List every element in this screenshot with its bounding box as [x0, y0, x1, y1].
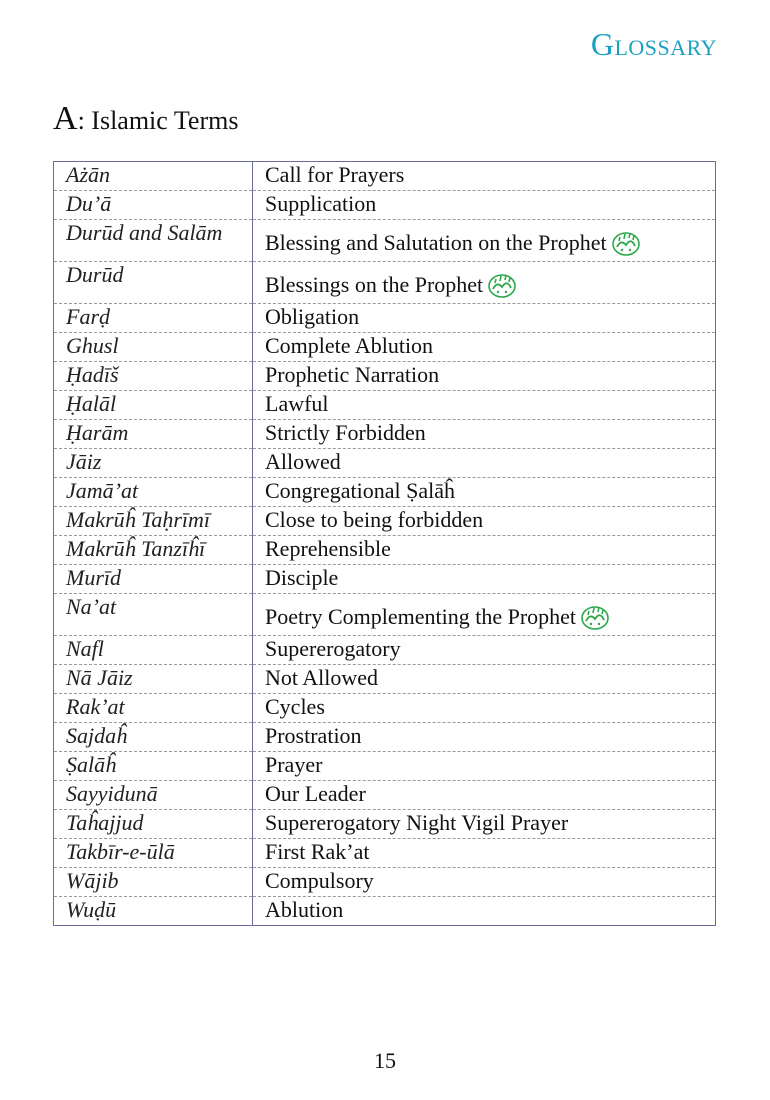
- glossary-meaning: Congregational Ṣalāĥ: [265, 478, 456, 503]
- glossary-row: [54, 391, 716, 420]
- page-number: 15: [374, 1048, 396, 1073]
- glossary-term: Murīd: [54, 565, 253, 594]
- glossary-meaning-cell: [253, 420, 716, 449]
- glossary-term: Sajdaĥ: [54, 723, 253, 752]
- glossary-meaning: First Rak’at: [265, 839, 370, 864]
- glossary-term: Ghusl: [54, 333, 253, 362]
- glossary-row: [54, 594, 716, 636]
- glossary-row: [54, 723, 716, 752]
- glossary-meaning-cell: [253, 565, 716, 594]
- glossary-meaning-cell: [253, 723, 716, 752]
- glossary-term: Nafl: [54, 636, 253, 665]
- glossary-meaning: Obligation: [265, 304, 360, 329]
- glossary-meaning-cell: [253, 868, 716, 897]
- glossary-term: Du’ā: [54, 191, 253, 220]
- glossary-meaning: Close to being forbidden: [265, 507, 484, 532]
- glossary-meaning: Lawful: [265, 391, 329, 416]
- glossary-meaning: Prayer: [265, 752, 323, 777]
- glossary-row: [54, 694, 716, 723]
- glossary-meaning-cell: [253, 536, 716, 565]
- glossary-row: [54, 636, 716, 665]
- glossary-meaning: Our Leader: [265, 781, 366, 806]
- glossary-meaning: Prophetic Narration: [265, 362, 440, 387]
- glossary-meaning: Blessing and Salutation on the Prophet: [265, 230, 607, 256]
- glossary-row: [54, 665, 716, 694]
- glossary-meaning-cell: [253, 220, 716, 262]
- section-heading: [53, 100, 238, 138]
- glossary-row: [54, 478, 716, 507]
- glossary-meaning-cell: [253, 507, 716, 536]
- glossary-row: [54, 839, 716, 868]
- glossary-row: [54, 420, 716, 449]
- glossary-term: Ṣalāĥ: [54, 752, 253, 781]
- glossary-row: [54, 362, 716, 391]
- glossary-meaning-cell: [253, 304, 716, 333]
- glossary-row: [54, 507, 716, 536]
- glossary-term: Farḍ: [54, 304, 253, 333]
- glossary-row: [54, 262, 716, 304]
- section-letter: A: [53, 100, 78, 137]
- glossary-term: Ażān: [54, 162, 253, 191]
- glossary-table: [53, 161, 716, 926]
- glossary-meaning: Compulsory: [265, 868, 374, 893]
- glossary-term: Durūd and Salām: [54, 220, 253, 262]
- glossary-meaning: Strictly Forbidden: [265, 420, 426, 445]
- glossary-row: [54, 162, 716, 191]
- glossary-row: [54, 191, 716, 220]
- glossary-meaning-cell: [253, 694, 716, 723]
- glossary-meaning-cell: [253, 752, 716, 781]
- glossary-meaning: Reprehensible: [265, 536, 391, 561]
- glossary-meaning: Supererogatory: [265, 636, 401, 661]
- glossary-meaning-cell: [253, 810, 716, 839]
- salawat-seal-icon: [580, 603, 610, 631]
- glossary-term: Wuḍū: [54, 897, 253, 926]
- glossary-term: Ḥadīš: [54, 362, 253, 391]
- glossary-row: [54, 781, 716, 810]
- glossary-meaning-cell: [253, 162, 716, 191]
- glossary-term: Taĥajjud: [54, 810, 253, 839]
- glossary-row: [54, 333, 716, 362]
- glossary-meaning: Allowed: [265, 449, 341, 474]
- glossary-table-body: [54, 162, 716, 926]
- glossary-meaning: Disciple: [265, 565, 339, 590]
- glossary-row: [54, 536, 716, 565]
- glossary-meaning-cell: [253, 191, 716, 220]
- glossary-meaning-cell: [253, 897, 716, 926]
- running-header-title: Glossary: [590, 26, 717, 62]
- glossary-meaning: Blessings on the Prophet: [265, 272, 484, 298]
- glossary-meaning: Prostration: [265, 723, 362, 748]
- glossary-meaning-cell: [253, 262, 716, 304]
- glossary-meaning-cell: [253, 594, 716, 636]
- glossary-meaning: Complete Ablution: [265, 333, 434, 358]
- glossary-term: Makrūĥ Taḥrīmī: [54, 507, 253, 536]
- glossary-meaning: Supererogatory Night Vigil Prayer: [265, 810, 569, 835]
- glossary-row: [54, 220, 716, 262]
- glossary-meaning: Supplication: [265, 191, 377, 216]
- glossary-meaning-cell: [253, 333, 716, 362]
- glossary-term: Jamā’at: [54, 478, 253, 507]
- glossary-term: Makrūĥ Tanzīĥī: [54, 536, 253, 565]
- glossary-meaning-cell: [253, 449, 716, 478]
- glossary-meaning: Cycles: [265, 694, 325, 719]
- glossary-row: [54, 565, 716, 594]
- glossary-meaning-cell: [253, 636, 716, 665]
- salawat-seal-icon: [611, 229, 641, 257]
- glossary-term: Nā Jāiz: [54, 665, 253, 694]
- salawat-seal-icon: [487, 271, 517, 299]
- glossary-meaning: Ablution: [265, 897, 344, 922]
- glossary-meaning-cell: [253, 478, 716, 507]
- glossary-row: [54, 752, 716, 781]
- section-title-text: : Islamic Terms: [77, 106, 239, 135]
- glossary-meaning: Call for Prayers: [265, 162, 405, 187]
- glossary-meaning-cell: [253, 665, 716, 694]
- glossary-term: Wājib: [54, 868, 253, 897]
- glossary-row: [54, 449, 716, 478]
- glossary-meaning-cell: [253, 839, 716, 868]
- glossary-meaning-cell: [253, 781, 716, 810]
- glossary-term: Jāiz: [54, 449, 253, 478]
- glossary-row: [54, 304, 716, 333]
- glossary-meaning: Not Allowed: [265, 665, 379, 690]
- glossary-term: Durūd: [54, 262, 253, 304]
- glossary-term: Na’at: [54, 594, 253, 636]
- glossary-term: Ḥalāl: [54, 391, 253, 420]
- glossary-meaning: Poetry Complementing the Prophet: [265, 604, 577, 630]
- glossary-term: Takbīr-e-ūlā: [54, 839, 253, 868]
- glossary-term: Rak’at: [54, 694, 253, 723]
- glossary-row: [54, 868, 716, 897]
- glossary-meaning-cell: [253, 362, 716, 391]
- glossary-term: Sayyidunā: [54, 781, 253, 810]
- glossary-row: [54, 810, 716, 839]
- glossary-meaning-cell: [253, 391, 716, 420]
- glossary-row: [54, 897, 716, 926]
- glossary-term: Ḥarām: [54, 420, 253, 449]
